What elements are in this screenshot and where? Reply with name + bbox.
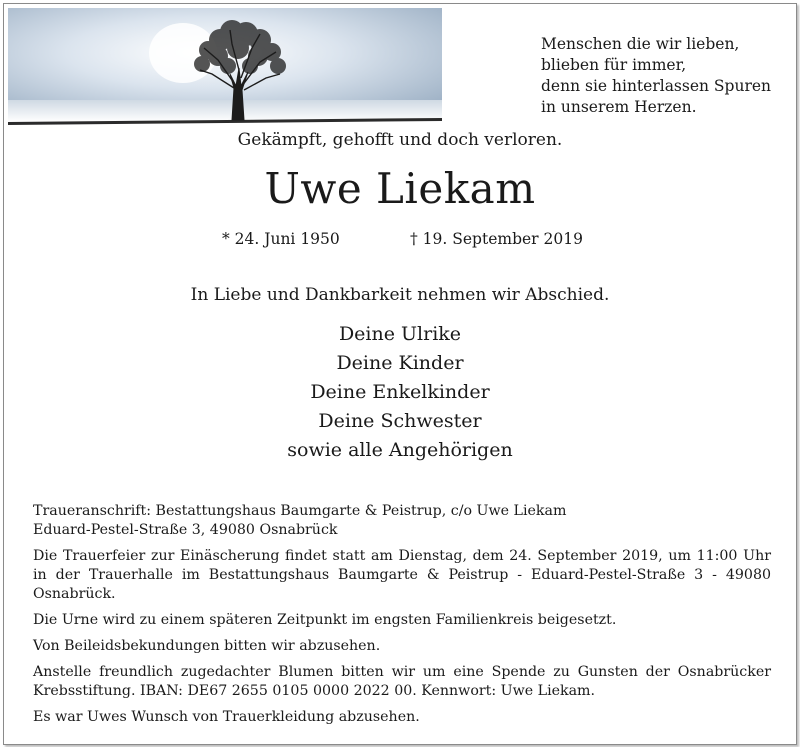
ceremony-info: Die Trauerfeier zur Einäscherung findet statt am Dienstag, dem 24. September 2019, um 11:00 Uhr in der Trauerhalle im Bestattungshaus Baumgarte & Peistrup - Eduard-Pestel-Straße 3 - 49080 Osnabrück. (33, 548, 771, 602)
death-date: † 19. September 2019 (410, 230, 583, 248)
funeral-details (33, 502, 771, 727)
deceased-name: Uwe Liekam (264, 164, 536, 213)
mourning-address-line: Traueranschrift: Bestattungshaus Baumgarte & Peistrup, c/o Uwe Liekam (33, 503, 567, 519)
condolences-info: Von Beileidsbekundungen bitten wir abzusehen. (33, 638, 381, 654)
poem-line: blieben für immer, (541, 56, 687, 74)
signer: Deine Schwester (318, 410, 482, 432)
signer: Deine Enkelkinder (310, 381, 490, 403)
poem-line: in unserem Herzen. (541, 98, 697, 116)
donation-info: Anstelle freundlich zugedachter Blumen bitten wir um eine Spende zu Gunsten der Osnabrücker Krebsstiftung. IBAN: DE67 2655 0105 0000 2022 00. Kennwort: Uwe Liekam. (33, 664, 771, 699)
poem-line: Menschen die wir lieben, (541, 35, 740, 53)
signer: Deine Ulrike (338, 323, 462, 345)
attire-info: Es war Uwes Wunsch von Trauerkleidung abzusehen. (33, 709, 420, 725)
farewell-line: In Liebe und Dankbarkeit nehmen wir Abschied. (190, 285, 610, 305)
urn-info: Die Urne wird zu einem späteren Zeitpunkt im engsten Familienkreis beigesetzt. (33, 612, 617, 628)
signers-list (0, 320, 800, 465)
poem-line: denn sie hinterlassen Spuren (541, 77, 772, 95)
mourning-address-line: Eduard-Pestel-Straße 3, 49080 Osnabrück (33, 522, 338, 538)
birth-date: * 24. Juni 1950 (222, 230, 340, 248)
signer: sowie alle Angehörigen (287, 439, 513, 461)
poem (541, 34, 771, 118)
motto: Gekämpft, gehofft und doch verloren. (237, 130, 563, 150)
tree-illustration (8, 8, 442, 128)
signer: Deine Kinder (336, 352, 464, 374)
